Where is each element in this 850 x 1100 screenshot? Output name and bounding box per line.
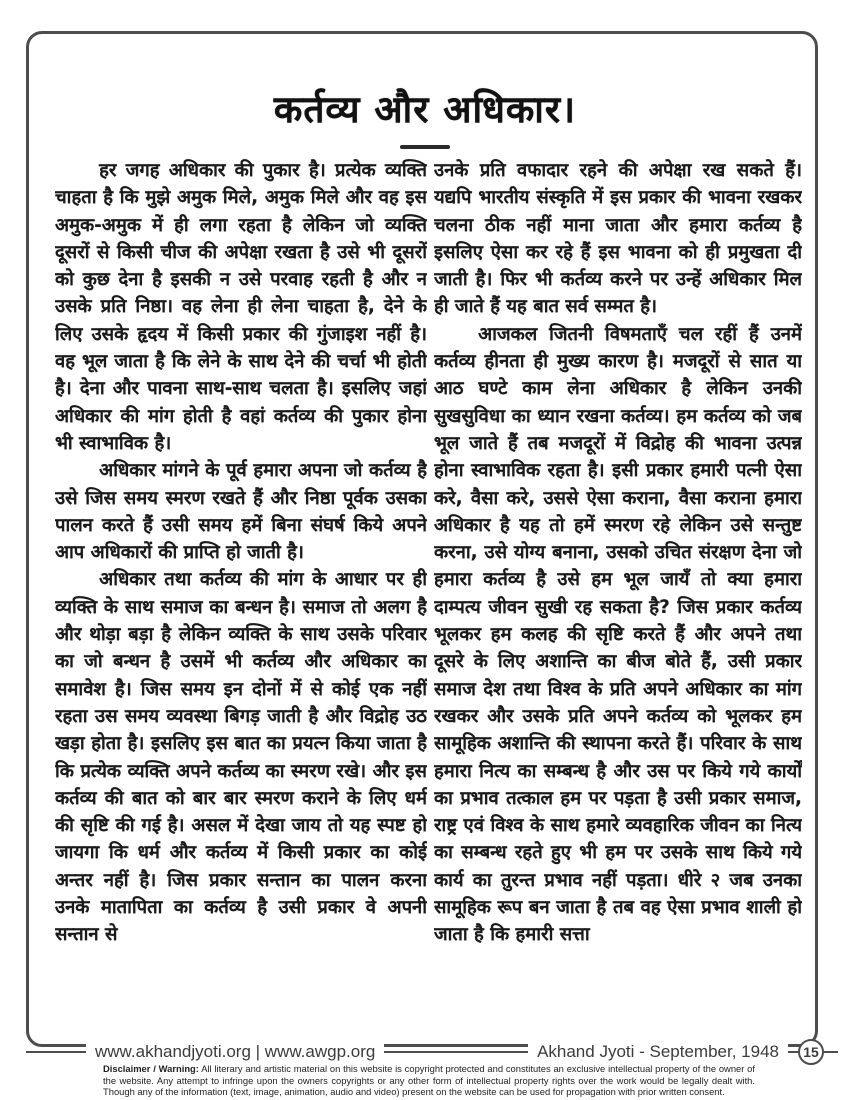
footer-rule-middle bbox=[384, 1051, 528, 1054]
footer-edition-label: Akhand Jyoti - September, 1948 bbox=[528, 1042, 788, 1062]
page-number-badge: 15 bbox=[798, 1039, 824, 1065]
footer-bar bbox=[26, 1038, 838, 1066]
footer-rule-left bbox=[26, 1051, 86, 1054]
disclaimer bbox=[103, 1063, 755, 1098]
footer-rule-before-circle bbox=[788, 1051, 798, 1054]
paragraph: उनके प्रति वफादार रहने की अपेक्षा रख सकते हैं। यद्यपि भारतीय संस्कृति में इस प्रकार की भावना रखकर चलना ठीक नहीं माना जाता और हमारा कर्तव्य है इसलिए ऐसा कर रहे हैं इस भावना को ही प्रमुखता दी जाती है। फिर भी कर्तव्य करने पर उन्हें अधिकार मिल ही जाते हैं यह बात सर्व सम्मत है। bbox=[434, 160, 802, 318]
paragraph: हर जगह अधिकार की पुकार है। प्रत्येक व्यक्ति चाहता है कि मुझे अमुक मिले, अमुक मिले और वह इस अमुक-अमुक में ही लगा रहता है लेकिन जो व्यक्ति दूसरों से किसी चीज की अपेक्षा रखता है उसे भी दूसरों को कुछ देना है इसकी न उसे परवाह रहती है और न उसके प्रति निष्ठा। वह लेना ही लेना चाहता है, देने के लिए उसके हृदय में किसी प्रकार की गुंजाइश नहीं है। वह भूल जाता है कि लेने के साथ देने की चर्चा भी होती है। देना और पावना साथ-साथ चलता है। इसलिए जहां अधिकार की मांग होती है वहां कर्तव्य की पुकार होना भी स्वाभाविक है। bbox=[55, 160, 427, 454]
footer-rule-right bbox=[824, 1051, 838, 1054]
paragraph: आजकल जितनी विषमताएँ चल रहीं हैं उनमें कर्तव्य हीनता ही मुख्य कारण है। मजदूरों से सात या आठ घण्टे काम लेना अधिकार है लेकिन उनकी सुखसुविधा का ध्यान रखना कर्तव्य। हम कर्तव्य को जब भूल जाते हैं तब मजदूरों में विद्रोह की भावना उत्पन्न होना स्वाभाविक रहता है। इसी प्रकार हमारी पत्नी ऐसा करे, वैसा करे, उससे ऐसा कराना, वैसा कराना हमारा अधिकार है यह तो हमें स्मरण रहे लेकिन उसे सन्तुष्ट करना, उसे योग्य बनाना, उसको उचित संरक्षण देना जो हमारा कर्तव्य है उसे हम भूल जायँ तो क्या हमारा दाम्पत्य जीवन सुखी रह सकता है? जिस प्रकार कर्तव्य भूलकर हम कलह की सृष्टि करते हैं और अपने तथा दूसरे के लिए अशान्ति का बीज बोते हैं, उसी प्रकार समाज देश तथा विश्व के प्रति अपने अधिकार का मांग रखकर और उसके प्रति अपने कर्तव्य को भूलकर हम सामूहिक अशान्ति की स्थापना करते हैं। परिवार के साथ हमारा नित्य का सम्बन्ध है और उस पर किये गये कार्यों का प्रभाव तत्काल हम पर पड़ता है उसी प्रकार समाज, राष्ट्र एवं विश्व के साथ हमारे व्यवहारिक जीवन का नित्य का सम्बन्ध रहते हुए भी हम पर उसके साथ किये गये कार्य का तुरन्त प्रभाव नहीं पड़ता। धीरे २ जब उनका सामूहिक रूप बन जाता है तब वह ऐसा प्रभाव शाली हो जाता है कि हमारी सत्ता bbox=[434, 323, 802, 946]
paragraph: अधिकार तथा कर्तव्य की मांग के आधार पर ही व्यक्ति के साथ समाज का बन्धन है। समाज तो अलग है और थोड़ा बड़ा है लेकिन व्यक्ति के साथ उसके परिवार का जो बन्धन है उसमें भी कर्तव्य और अधिकार का समावेश है। जिस समय इन दोनों में से कोई एक नहीं रहता उस समय व्यवस्था बिगड़ जाती है और विद्रोह उठ खड़ा होता है। इसलिए इस बात का प्रयत्न किया जाता है कि प्रत्येक व्यक्ति अपने कर्तव्य का स्मरण रखे। और इस कर्तव्य की बात को बार बार स्मरण कराने के लिए धर्म की सृष्टि की गई है। असल में देखा जाय तो यह स्पष्ट हो जायगा कि धर्म और कर्तव्य में किसी प्रकार का कोई अन्तर नहीं है। जिस प्रकार सन्तान का पालन करना उनके मातापिता का कर्तव्य है उसी प्रकार वे अपनी सन्तान से bbox=[55, 569, 427, 946]
title-block bbox=[26, 82, 824, 149]
paragraph: अधिकार मांगने के पूर्व हमारा अपना जो कर्तव्य है उसे जिस समय स्मरण रखते हैं और निष्ठा पूर्वक उसका पालन करते हैं उसी समय हमें बिना संघर्ष किये अपने आप अधिकारों की प्राप्ति हो जाती है। bbox=[55, 460, 427, 564]
title-divider bbox=[400, 145, 450, 149]
disclaimer-label: Disclaimer / Warning: bbox=[103, 1063, 199, 1074]
footer-website-links: www.akhandjyoti.org | www.awgp.org bbox=[86, 1042, 384, 1062]
disclaimer-text: All literary and artistic material on this website is copyright protected and constitutes an exclusive intellectual property of the owner of the website. Any attempt to infringe upon the owners copyrights or any other form of intellectual property rights over the work would be legally dealt with. Though any of the information (text, image, animation, audio and video) present on the website can be used for propagation with prior written consent. bbox=[103, 1063, 755, 1098]
left-column bbox=[55, 157, 427, 1033]
right-column bbox=[434, 157, 802, 1033]
page-title: कर्तव्य और अधिकार। bbox=[273, 88, 577, 131]
